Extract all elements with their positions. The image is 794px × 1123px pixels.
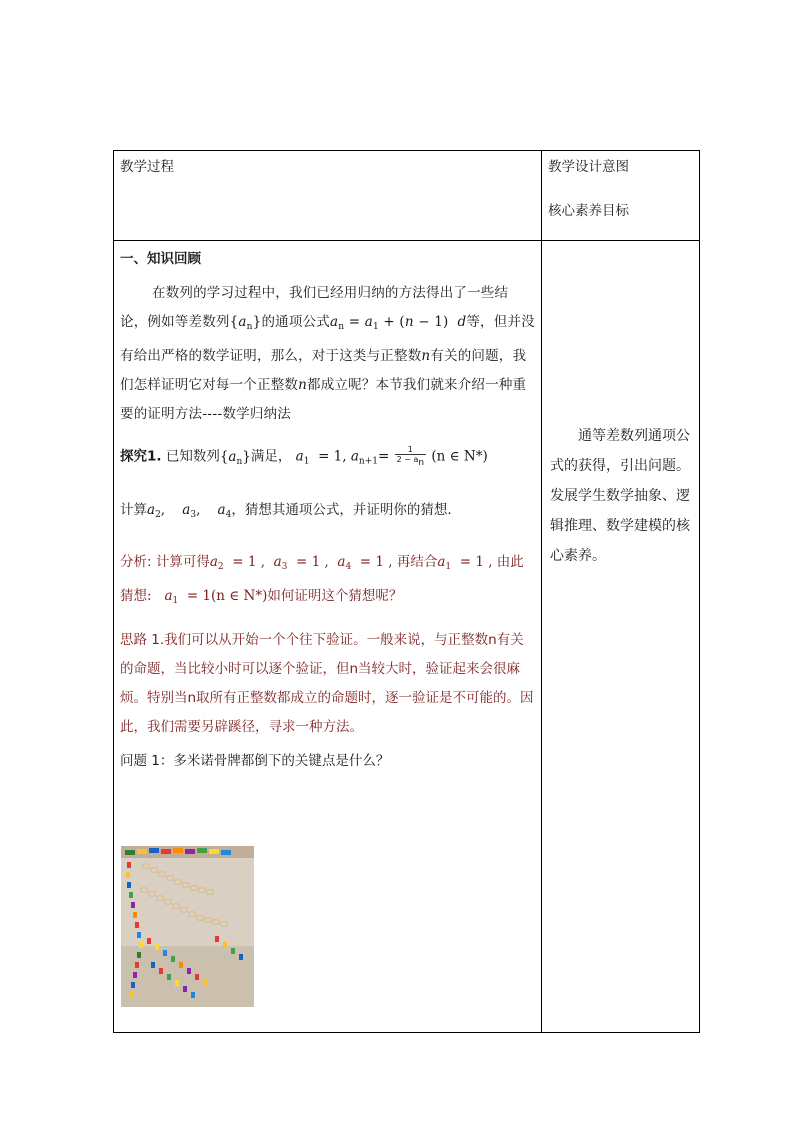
teaching-process-cell [114,241,542,1033]
header-right-goals: 核心素养目标 [548,203,629,219]
header-left-cell [114,151,542,241]
section-title: 一、知识回顾 [120,251,201,267]
header-right-intent: 教学设计意图 [548,159,629,175]
domino-photo [121,846,254,1007]
lesson-table [113,150,700,1033]
header-right-cell [542,151,700,241]
explore-1: 探究1. 已知数列$\{a_n\}$满足， $a_1 = 1$, $a_{n+1}=$ $\frac{1}{2 - a_n}$ (n ∈ N*) [120,445,488,468]
review-paragraph: 在数列的学习过程中，我们已经用归纳的方法得出了一些结论，例如等差数列$\{a_n\}$的通项公式$a_n = a_1 + (n - 1)$ d等，但并没有给出严格的数学证明，那么，对于这类与正整数n有关的问题，我们怎样证明它对每一个正整数n都成立呢？本节我们就来介绍一种重要的证明方法----数学归纳法 [120,285,535,422]
question-1: 问题 1：多米诺骨牌都倒下的关键点是什么？ [120,752,390,769]
header-left-text: 教学过程 [120,159,174,175]
analysis-text: 分析: 计算可得$a_2 = 1$ , $a_3 = 1$ , $a_4 = 1$ , 再结合$a_1 = 1$ , 由此猜想: $a_1 = 1(n$ ∈ N*)如何证明这个猜想呢？ [120,553,524,606]
design-intent-text: 通等差数列通项公式的获得，引出问题。发展学生数学抽象、逻辑推理、数学建模的核心素养。 [550,428,690,564]
design-intent-cell [542,241,700,1033]
calc-task: 计算$a_2$, $a_3$, $a_4$，猜想其通项公式，并证明你的猜想. [120,501,452,520]
idea-1-text: 思路 1.我们可以从开始一个个往下验证。一般来说，与正整数n有关的命题，当比较小时可以逐个验证，但n当较大时，验证起来会很麻烦。特别当n取所有正整数都成立的命题时，逐一验证是不可能的。因此，我们需要另辟蹊径，寻求一种方法。 [120,631,534,735]
recurrence-fraction: $\frac{1}{2 - a_n}$ [396,445,425,468]
